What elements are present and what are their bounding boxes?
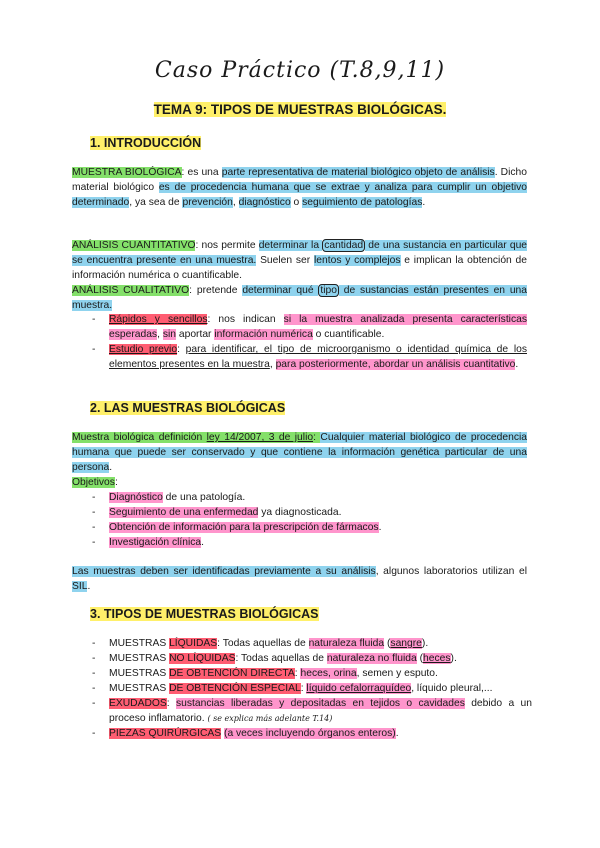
list-item: - Rápidos y sencillos: nos indican si la muestra analizada presenta características esperadas, sin aportar información numérica o cuantificable. bbox=[92, 312, 527, 342]
list-item: - MUESTRAS DE OBTENCIÓN ESPECIAL: líquido cefalorraquídeo, líquido pleural,... bbox=[92, 681, 532, 696]
section-heading-muestras-biologicas: 2. LAS MUESTRAS BIOLÓGICAS bbox=[90, 401, 286, 415]
list-item: - Estudio previo: para identificar, el tipo de microorganismo o identidad química de los elementos presentes en la muestra, para posteriormente, abordar un análisis cuantitativo. bbox=[92, 342, 527, 372]
list-item: - MUESTRAS DE OBTENCIÓN DIRECTA: heces, orina, semen y esputo. bbox=[92, 666, 532, 681]
handwritten-title: Caso Práctico (T.8,9,11) bbox=[154, 58, 446, 83]
document-title bbox=[0, 102, 600, 117]
objetivos-label: Objetivos: bbox=[72, 477, 118, 488]
section-heading-tipos: 3. TIPOS DE MUESTRAS BIOLÓGICAS bbox=[90, 607, 319, 621]
list-item: - EXUDADOS: sustancias liberadas y depositadas en tejidos o cavidades debido a un proceso inflamatorio. ( se explica más adelante T.14) bbox=[92, 696, 532, 726]
cualitativo-list bbox=[92, 312, 527, 372]
paragraph-analisis-cuantitativo: ANÁLISIS CUANTITATIVO: nos permite determinar la cantidad de una sustancia en particular que se encuentra presente en una muestra. Suelen ser lentos y complejos e implican la obtención de información numérica o cuantificable. bbox=[72, 240, 528, 281]
list-item: - MUESTRAS LÍQUIDAS: Todas aquellas de naturaleza fluida (sangre). bbox=[92, 636, 532, 651]
paragraph-muestra-biologica: MUESTRA BIOLÓGICA: es una parte representativa de material biológico objeto de análisis. Dicho material biológico es de procedencia humana que se extrae y analiza para cumplir un objetivo determinado, ya sea de prevención, diagnóstico o seguimiento de patologías. bbox=[72, 167, 527, 208]
objetivos-list bbox=[92, 490, 527, 550]
document-title-text: TEMA 9: TIPOS DE MUESTRAS BIOLÓGICAS. bbox=[153, 102, 447, 117]
list-item: - Diagnóstico de una patología. bbox=[92, 490, 527, 505]
list-item: - MUESTRAS NO LÍQUIDAS: Todas aquellas de naturaleza no fluida (heces). bbox=[92, 651, 532, 666]
list-item: - Seguimiento de una enfermedad ya diagnosticada. bbox=[92, 505, 527, 520]
paragraph-definicion: Muestra biológica definición ley 14/2007, 3 de julio: Cualquier material biológico de procedencia humana que puede ser conservado y que contiene la información genética particular de una persona. bbox=[72, 432, 527, 473]
section-heading-introduccion: 1. INTRODUCCIÓN bbox=[90, 136, 202, 150]
paragraph-identificacion: Las muestras deben ser identificadas previamente a su análisis, algunos laboratorios utilizan el SIL. bbox=[72, 566, 527, 592]
paragraph-analisis-cualitativo: ANÁLISIS CUALITATIVO: pretende determinar qué tipo de sustancias están presentes en una muestra. bbox=[72, 285, 528, 311]
handwritten-note: ( se explica más adelante T.14) bbox=[207, 714, 333, 723]
list-item: - Investigación clínica. bbox=[92, 535, 527, 550]
tipos-list bbox=[92, 636, 532, 741]
list-item: - Obtención de información para la prescripción de fármacos. bbox=[92, 520, 527, 535]
list-item: - PIEZAS QUIRÚRGICAS (a veces incluyendo órganos enteros). bbox=[92, 726, 532, 741]
